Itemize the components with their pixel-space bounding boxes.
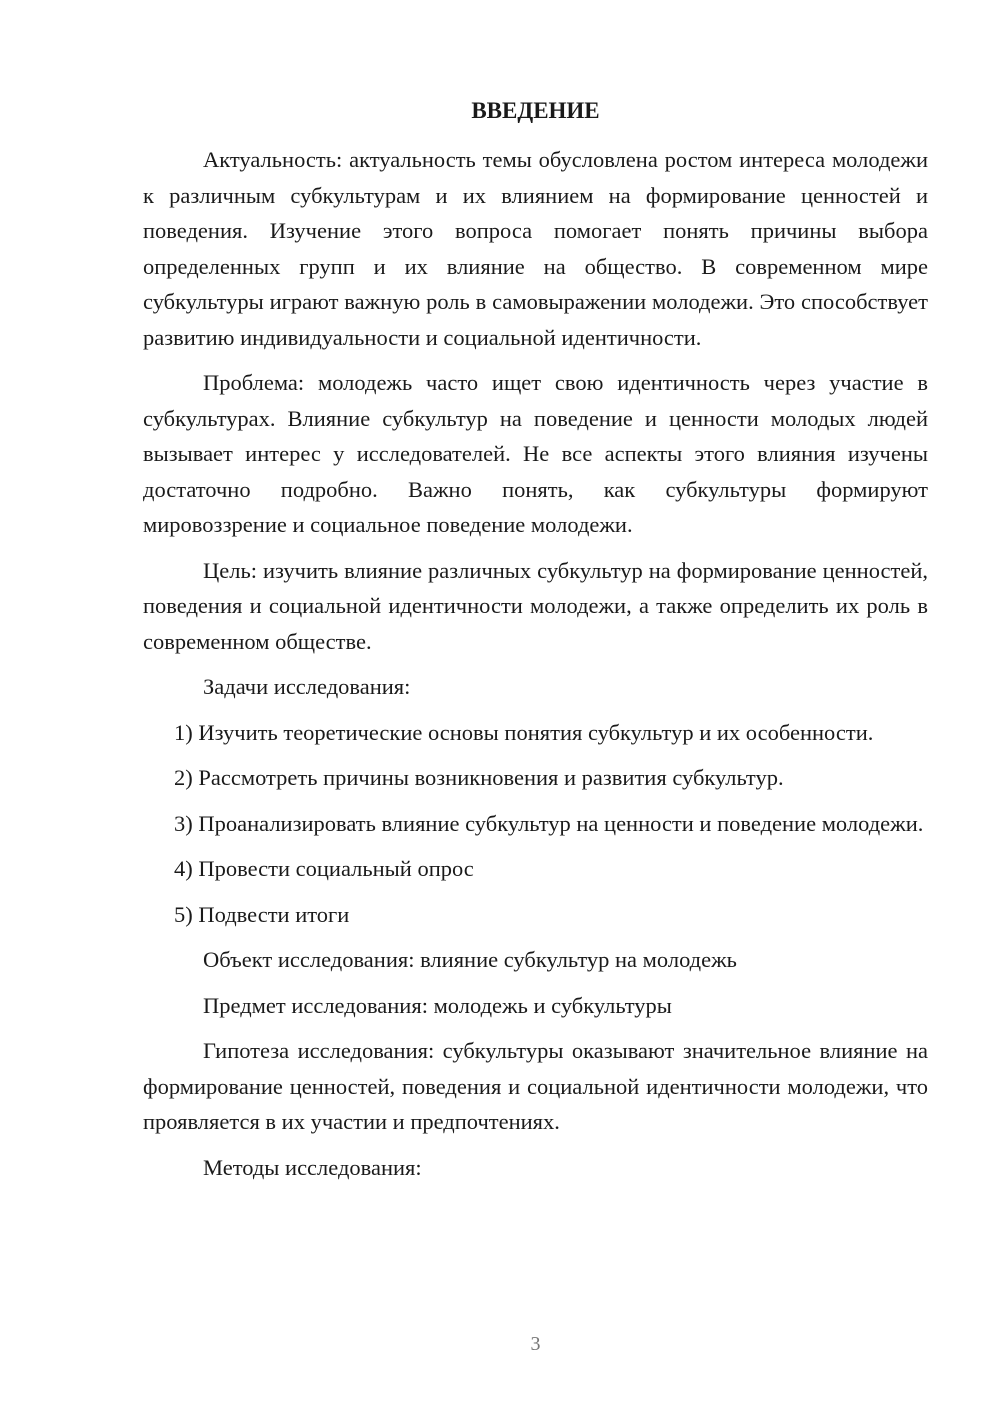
task-item-3: 3) Проанализировать влияние субкультур на ценности и поведение молодежи. bbox=[174, 810, 924, 836]
subject-paragraph: Предмет исследования: молодежь и субкультуры bbox=[203, 992, 672, 1018]
document-page bbox=[143, 0, 928, 1414]
task-item-4: 4) Провести социальный опрос bbox=[174, 856, 474, 881]
task-item-2: 2) Рассмотреть причины возникновения и развития субкультур. bbox=[174, 765, 784, 790]
problem-paragraph: Проблема: молодежь часто ищет свою идентичность через участие в субкультурах. Влияние субкультур на поведение и ценности молодых людей вызывает интерес у исследователей. Не все аспекты этого влияния изучены достаточно подробно. Важно понять, как субкультуры формируют мировоззрение и социальное поведение молодежи. bbox=[143, 370, 928, 537]
methods-paragraph: Методы исследования: bbox=[203, 1154, 422, 1180]
page-number: 3 bbox=[530, 1333, 541, 1355]
hypothesis-paragraph: Гипотеза исследования: субкультуры оказывают значительное влияние на формирование ценностей, поведения и социальной идентичности молодежи, что проявляется в их участии и предпочтениях. bbox=[143, 1038, 928, 1134]
page-heading: ВВЕДЕНИЕ bbox=[471, 98, 600, 123]
task-item-5: 5) Подвести итоги bbox=[174, 901, 350, 927]
goal-paragraph: Цель: изучить влияние различных субкультур на формирование ценностей, поведения и социальной идентичности молодежи, а также определить их роль в современном обществе. bbox=[143, 557, 928, 654]
task-item-1: 1) Изучить теоретические основы понятия субкультур и их особенности. bbox=[174, 719, 874, 745]
relevance-paragraph: Актуальность: актуальность темы обусловлена ростом интереса молодежи к различным субкультурам и их влиянием на формирование ценностей и поведения. Изучение этого вопроса помогает понять причины выбора определенных групп и их влияние на общество. В современном мире субкультуры играют важную роль в самовыражении молодежи. Это способствует развитию индивидуальности и социальной идентичности. bbox=[143, 147, 928, 350]
object-paragraph: Объект исследования: влияние субкультур на молодежь bbox=[203, 947, 737, 972]
document-body bbox=[143, 142, 928, 1185]
tasks-heading: Задачи исследования: bbox=[203, 674, 411, 699]
